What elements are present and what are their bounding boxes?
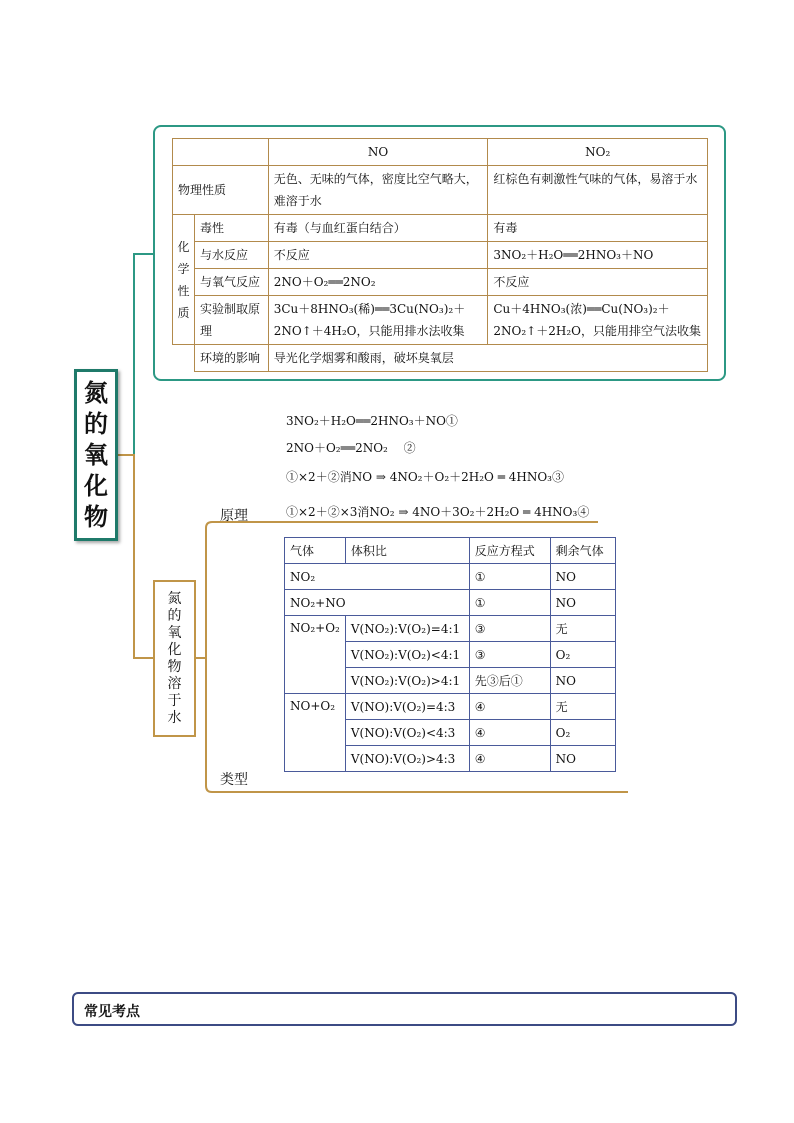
main-title-char: 的 — [84, 409, 108, 438]
subtitle-box — [153, 580, 196, 737]
table-cell: 红棕色有刺激性气味的气体，易溶于水 — [488, 166, 708, 215]
table-cell — [173, 139, 269, 166]
table-cell: 3NO₂＋H₂O══2HNO₃＋NO — [488, 242, 708, 269]
group-char: 学 — [177, 261, 190, 276]
gas-cell: NO₂+NO — [285, 590, 470, 616]
remaining-gas-cell: NO — [550, 564, 615, 590]
table-cell: 无色、无味的气体，密度比空气略大，难溶于水 — [268, 166, 488, 215]
main-title-char: 化 — [84, 471, 108, 500]
equation-1: 3NO₂＋H₂O══2HNO₃＋NO① — [286, 414, 458, 428]
equation-cell: ① — [469, 590, 550, 616]
table-row — [173, 166, 708, 215]
equation-2: 2NO＋O₂══2NO₂ ② — [286, 441, 416, 455]
ratio-cell: V(NO₂):V(O₂)>4:1 — [345, 668, 469, 694]
table-cell — [173, 345, 195, 372]
subtitle-char: 的 — [167, 607, 182, 624]
type-label: 类型 — [220, 772, 248, 788]
ratio-cell: V(NO):V(O₂)>4:3 — [345, 746, 469, 772]
ratio-cell: V(NO):V(O₂)<4:3 — [345, 720, 469, 746]
common-exam-points-box — [72, 992, 737, 1026]
equation-cell: ③ — [469, 642, 550, 668]
column-header-no2: NO₂ — [488, 139, 708, 166]
subtitle-char: 化 — [167, 641, 182, 658]
table-row — [285, 590, 616, 616]
equation-cell: ④ — [469, 746, 550, 772]
gas-cell: NO+O₂ — [285, 694, 346, 772]
equation-3: ①×2＋②消NO ⇒ 4NO₂＋O₂＋2H₂O ═ 4HNO₃③ — [286, 470, 564, 484]
ratio-cell: V(NO₂):V(O₂)=4:1 — [345, 616, 469, 642]
equation-cell: ④ — [469, 720, 550, 746]
column-header: 气体 — [285, 538, 346, 564]
group-char: 质 — [177, 305, 190, 320]
group-char: 性 — [177, 283, 190, 298]
remaining-gas-cell: NO — [550, 668, 615, 694]
table-row — [285, 616, 616, 642]
table-cell: 不反应 — [488, 269, 708, 296]
table-row — [285, 694, 616, 720]
table-cell: 3Cu＋8HNO₃(稀)══3Cu(NO₃)₂＋2NO↑＋4H₂O，只能用排水法收集 — [268, 296, 488, 345]
subtitle-char: 水 — [167, 709, 182, 726]
table-row — [173, 139, 708, 166]
main-title-box — [74, 369, 118, 541]
ratio-cell: V(NO):V(O₂)=4:3 — [345, 694, 469, 720]
equation-cell: 先③后① — [469, 668, 550, 694]
equation-4: ①×2＋②×3消NO₂ ⇒ 4NO＋3O₂＋2H₂O ═ 4HNO₃④ — [286, 505, 590, 519]
column-header: 反应方程式 — [469, 538, 550, 564]
row-label-preparation: 实验制取原理 — [194, 296, 268, 345]
subtitle-char: 氮 — [167, 590, 182, 607]
dissolve-table — [284, 537, 616, 772]
table-row — [173, 296, 708, 345]
column-header: 剩余气体 — [550, 538, 615, 564]
table-row — [173, 269, 708, 296]
table-cell: 不反应 — [268, 242, 488, 269]
ratio-cell: V(NO₂):V(O₂)<4:1 — [345, 642, 469, 668]
row-label-toxicity: 毒性 — [194, 215, 268, 242]
subtitle-char: 物 — [167, 658, 182, 675]
group-char: 化 — [177, 239, 190, 254]
subtitle-char: 氧 — [167, 624, 182, 641]
gold-connector — [118, 455, 153, 658]
properties-table — [172, 138, 708, 372]
table-header-row — [285, 538, 616, 564]
subtitle-char: 于 — [167, 692, 182, 709]
teal-connector — [118, 254, 153, 455]
table-cell: 2NO＋O₂══2NO₂ — [268, 269, 488, 296]
table-row — [173, 242, 708, 269]
row-label-oxygen: 与氧气反应 — [194, 269, 268, 296]
subtitle-char: 溶 — [167, 675, 182, 692]
gas-cell: NO₂+O₂ — [285, 616, 346, 694]
row-label-environment: 环境的影响 — [194, 345, 268, 372]
chemical-property-group-label — [173, 215, 195, 345]
table-cell: 导光化学烟雾和酸雨，破坏臭氧层 — [268, 345, 707, 372]
common-exam-points-label: 常见考点 — [84, 1004, 140, 1020]
main-title-char: 物 — [84, 502, 108, 531]
main-title-char: 氮 — [84, 378, 108, 407]
remaining-gas-cell: 无 — [550, 616, 615, 642]
equation-cell: ① — [469, 564, 550, 590]
table-cell: 有毒 — [488, 215, 708, 242]
remaining-gas-cell: O₂ — [550, 642, 615, 668]
table-cell: 有毒（与血红蛋白结合） — [268, 215, 488, 242]
equation-cell: ③ — [469, 616, 550, 642]
remaining-gas-cell: NO — [550, 590, 615, 616]
remaining-gas-cell: NO — [550, 746, 615, 772]
equation-cell: ④ — [469, 694, 550, 720]
remaining-gas-cell: O₂ — [550, 720, 615, 746]
remaining-gas-cell: 无 — [550, 694, 615, 720]
main-title-char: 氧 — [84, 440, 108, 469]
row-label-water: 与水反应 — [194, 242, 268, 269]
table-cell: Cu＋4HNO₃(浓)══Cu(NO₃)₂＋2NO₂↑＋2H₂O，只能用排空气法收集 — [488, 296, 708, 345]
gas-cell: NO₂ — [285, 564, 470, 590]
row-label-physical: 物理性质 — [173, 166, 269, 215]
table-row — [173, 345, 708, 372]
column-header: 体积比 — [345, 538, 469, 564]
column-header-no: NO — [268, 139, 488, 166]
principle-label: 原理 — [220, 508, 248, 524]
table-row — [285, 564, 616, 590]
table-row — [173, 215, 708, 242]
